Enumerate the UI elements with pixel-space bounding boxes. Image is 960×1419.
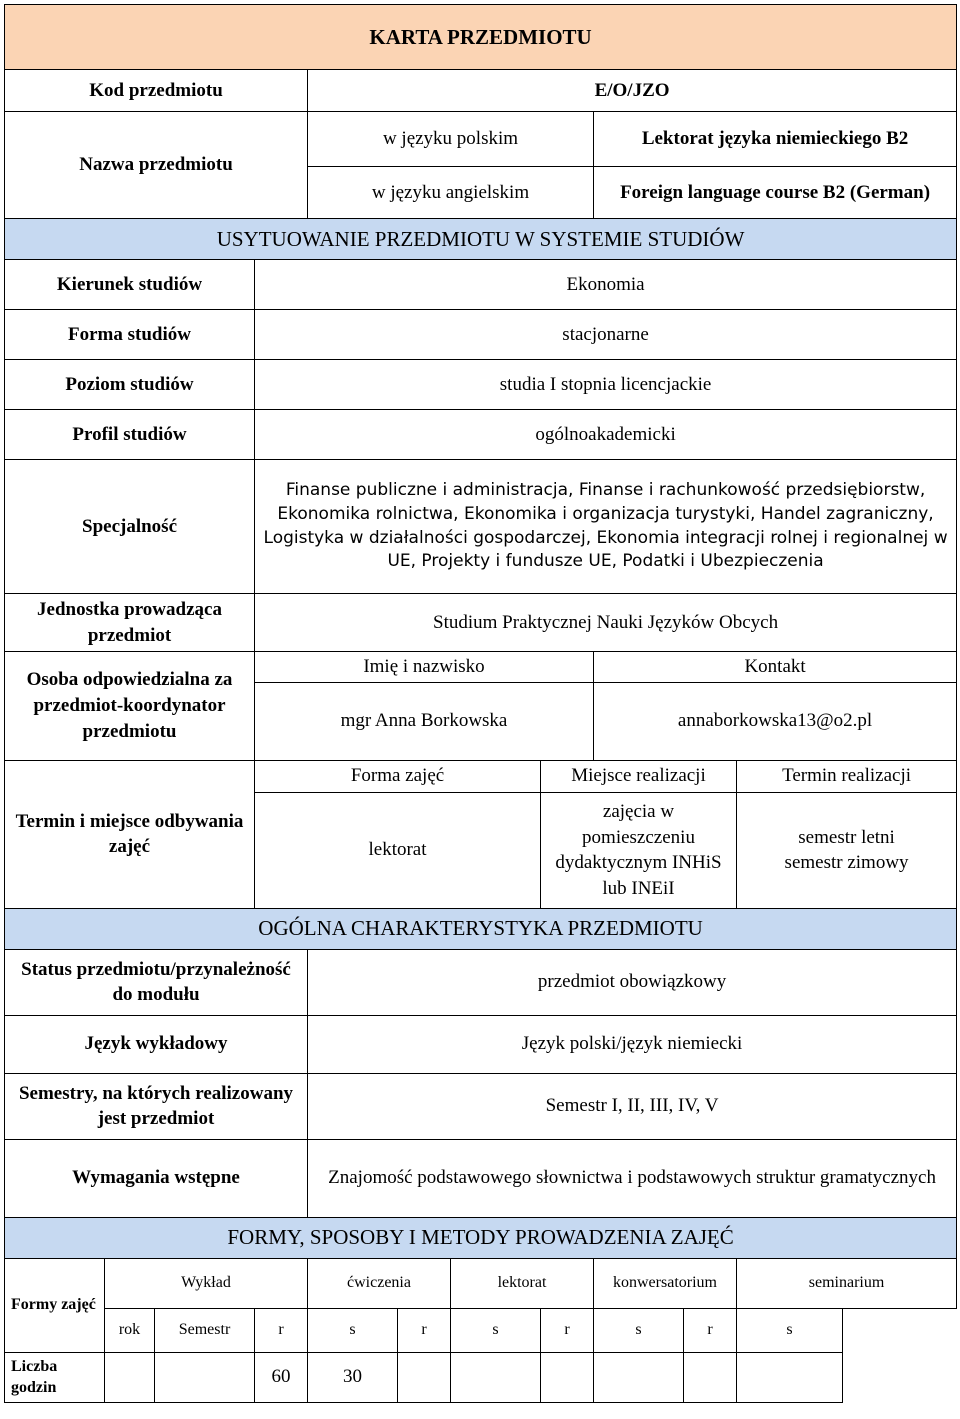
osoba-contact: annaborkowska13@o2.pl: [594, 682, 957, 760]
formy-row-label: Formy zajęć: [5, 1258, 105, 1352]
forma-value: stacjonarne: [255, 310, 957, 360]
formy-hours-cell: [541, 1352, 594, 1402]
forma-label: Forma studiów: [5, 310, 255, 360]
formy-hours-cell: [451, 1352, 541, 1402]
formy-sub-col: s: [594, 1308, 684, 1352]
section-usytuowanie: USYTUOWANIE PRZEDMIOTU W SYSTEMIE STUDIÓW: [5, 219, 957, 260]
card-title: KARTA PRZEDMIOTU: [5, 5, 957, 70]
section-ogolna: OGÓLNA CHARAKTERYSTYKA PRZEDMIOTU: [5, 908, 957, 949]
status-label: Status przedmiotu/przynależność do modułu: [5, 949, 308, 1015]
formy-type-seminarium: seminarium: [737, 1258, 957, 1308]
poziom-label: Poziom studiów: [5, 360, 255, 410]
jezyk-value: Język polski/język niemiecki: [308, 1015, 957, 1073]
wymagania-label: Wymagania wstępne: [5, 1139, 308, 1217]
course-card-table: [4, 4, 957, 1403]
formy-hours-cell: [684, 1352, 737, 1402]
termin-termin-1: semestr letni: [798, 826, 895, 848]
formy-hours-cell: 60: [255, 1352, 308, 1402]
formy-sub-col: r: [398, 1308, 451, 1352]
formy-hours-cell: [594, 1352, 684, 1402]
jezyk-label: Język wykładowy: [5, 1015, 308, 1073]
termin-miejsce-header: Miejsce realizacji: [541, 760, 737, 792]
semestry-value: Semestr I, II, III, IV, V: [308, 1073, 957, 1139]
formy-sub-col: s: [451, 1308, 541, 1352]
formy-hours-cell: [155, 1352, 255, 1402]
jednostka-label: Jednostka prowadząca przedmiot: [5, 594, 255, 652]
formy-sub-col: r: [684, 1308, 737, 1352]
nazwa-pl-value: Lektorat języka niemieckiego B2: [594, 112, 957, 167]
nazwa-en-label: w języku angielskim: [308, 167, 594, 219]
termin-forma: lektorat: [255, 792, 541, 908]
termin-termin: [737, 792, 957, 908]
formy-hours-cell: [105, 1352, 155, 1402]
formy-sub-rok: rok: [105, 1308, 155, 1352]
kod-label: Kod przedmiotu: [5, 70, 308, 112]
formy-hours-cell: [737, 1352, 843, 1402]
kierunek-value: Ekonomia: [255, 260, 957, 310]
formy-sub-col: s: [308, 1308, 398, 1352]
profil-value: ogólnoakademicki: [255, 410, 957, 460]
formy-type-konwersatorium: konwersatorium: [594, 1258, 737, 1308]
course-card: [4, 4, 956, 1403]
osoba-name: mgr Anna Borkowska: [255, 682, 594, 760]
profil-label: Profil studiów: [5, 410, 255, 460]
termin-termin-2: semestr zimowy: [784, 852, 909, 874]
termin-label: Termin i miejsce odbywania zajęć: [5, 760, 255, 908]
formy-sub-col: r: [541, 1308, 594, 1352]
formy-hours-cell: 30: [308, 1352, 398, 1402]
formy-sub-col: s: [737, 1308, 843, 1352]
status-value: przedmiot obowiązkowy: [308, 949, 957, 1015]
nazwa-pl-label: w języku polskim: [308, 112, 594, 167]
formy-type-lektorat: lektorat: [451, 1258, 594, 1308]
semestry-label: Semestry, na których realizowany jest przedmiot: [5, 1073, 308, 1139]
termin-forma-header: Forma zajęć: [255, 760, 541, 792]
osoba-name-header: Imię i nazwisko: [255, 652, 594, 683]
specjalnosc-value: Finanse publiczne i administracja, Finanse i rachunkowość przedsiębiorstw, Ekonomika rolnictwa, Ekonomika i organizacja turystyki, Handel zagraniczny, Logistyka w działalności gospodarczej, Ekonomia integracji rolnej i regionalnej w UE, Projekty i fundusze UE, Podatki i Ubezpieczenia: [255, 460, 957, 594]
formy-type-wyklad: Wykład: [105, 1258, 308, 1308]
formy-hours-cell: [398, 1352, 451, 1402]
jednostka-value: Studium Praktycznej Nauki Języków Obcych: [255, 594, 957, 652]
termin-miejsce: zajęcia w pomieszczeniu dydaktycznym INHiS lub INEiI: [541, 792, 737, 908]
specjalnosc-label: Specjalność: [5, 460, 255, 594]
formy-type-cwiczenia: ćwiczenia: [308, 1258, 451, 1308]
termin-termin-header: Termin realizacji: [737, 760, 957, 792]
formy-sub-semestr: Semestr: [155, 1308, 255, 1352]
wymagania-value: Znajomość podstawowego słownictwa i podstawowych struktur gramatycznych: [308, 1139, 957, 1217]
poziom-value: studia I stopnia licencjackie: [255, 360, 957, 410]
section-formy: FORMY, SPOSOBY I METODY PROWADZENIA ZAJĘĆ: [5, 1217, 957, 1258]
formy-hours-label: Liczba godzin: [5, 1352, 105, 1402]
formy-sub-col: r: [255, 1308, 308, 1352]
osoba-contact-header: Kontakt: [594, 652, 957, 683]
kod-value: E/O/JZO: [308, 70, 957, 112]
nazwa-label: Nazwa przedmiotu: [5, 112, 308, 219]
kierunek-label: Kierunek studiów: [5, 260, 255, 310]
nazwa-en-value: Foreign language course B2 (German): [594, 167, 957, 219]
osoba-label: Osoba odpowiedzialna za przedmiot-koordynator przedmiotu: [5, 652, 255, 761]
